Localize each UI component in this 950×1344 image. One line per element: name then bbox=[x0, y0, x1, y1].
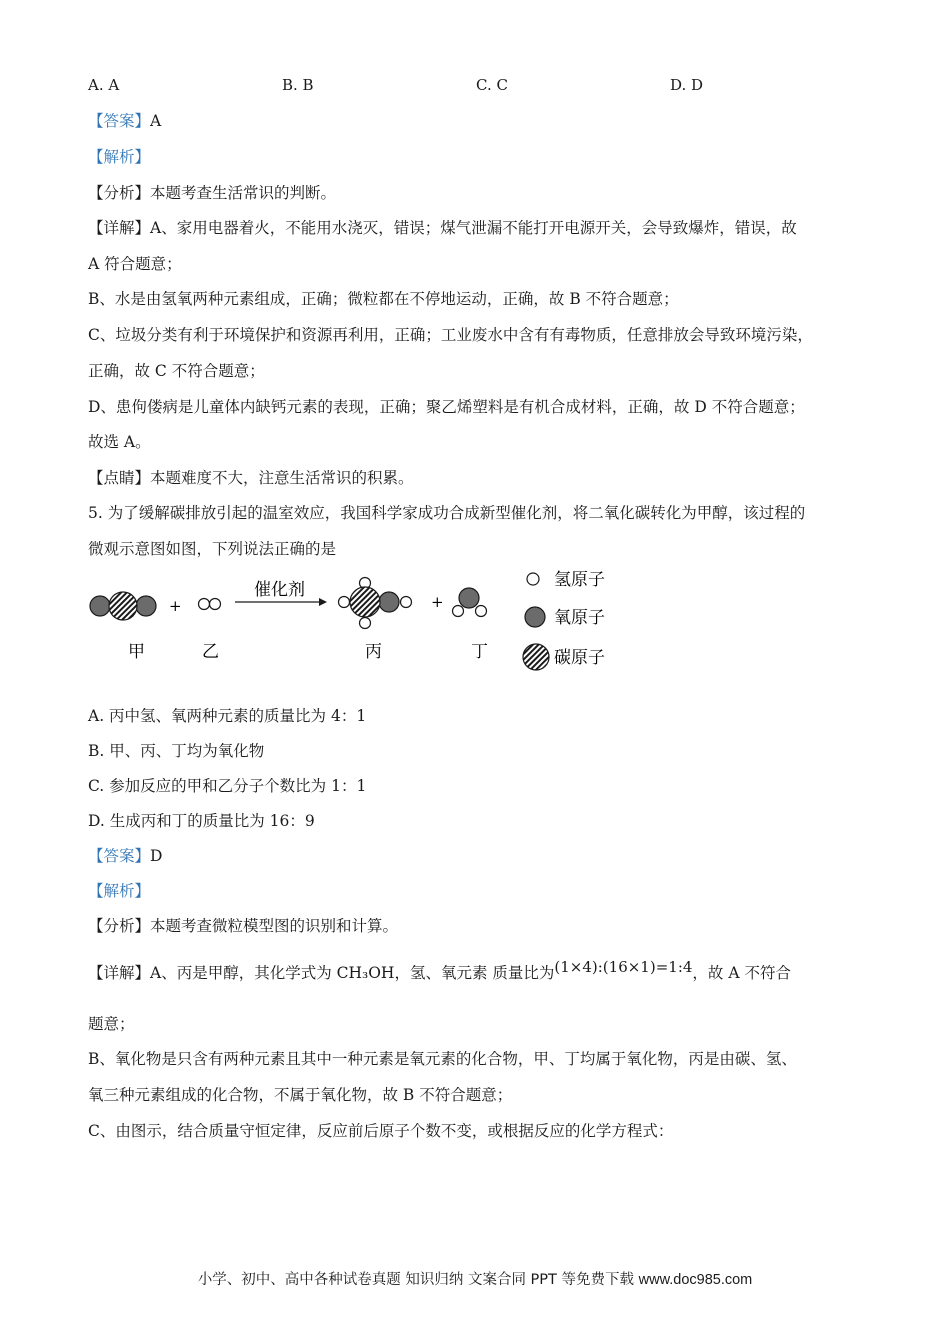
answer-value: D bbox=[150, 847, 163, 865]
q5-analysis-heading bbox=[88, 881, 150, 901]
detail-tag: 【详解】 bbox=[88, 964, 151, 982]
reaction-diagram bbox=[85, 565, 625, 681]
q5-detail-line-1 bbox=[88, 958, 791, 983]
fenxi-tag: 【分析】 bbox=[88, 917, 151, 935]
detail-text: A、丙是甲醇，其化学式为 CH₃OH，氢、氧元素 质量比为 bbox=[150, 964, 555, 982]
detail-text-cont: ，故 A 不符合 bbox=[692, 964, 791, 982]
label-jia: 甲 bbox=[128, 642, 145, 662]
detail-text: A、家用电器着火，不能用水浇灭，错误；煤气泄漏不能打开电源开关，会导致爆炸，错误，故 bbox=[150, 219, 797, 237]
label-bing: 丙 bbox=[365, 642, 382, 662]
hydrogen-atom-icon bbox=[527, 573, 539, 585]
dianjing-text: 本题难度不大，注意生活常识的积累。 bbox=[150, 469, 414, 487]
molecule-bing bbox=[339, 578, 412, 629]
q5-option-d: D. 生成丙和丁的质量比为 16：9 bbox=[88, 812, 315, 830]
legend-hydrogen: 氢原子 bbox=[554, 570, 605, 590]
plus-sign-1: + bbox=[169, 597, 182, 615]
q5-detail-line-3: B、氧化物是只含有两种元素且其中一种元素是氧元素的化合物，甲、丁均属于氧化物，丙是由碳、氢、 bbox=[88, 1050, 797, 1068]
q5-stem-line-1: 5. 为了缓解碳排放引起的温室效应，我国科学家成功合成新型催化剂，将二氧化碳转化为甲醇，该过程的 bbox=[88, 504, 806, 522]
q5-detail-line-2: 题意； bbox=[88, 1015, 135, 1033]
q4-fenxi bbox=[88, 183, 336, 203]
molecule-ding bbox=[453, 588, 487, 617]
q4-detail-line-2: A 符合题意； bbox=[88, 255, 182, 273]
q4-detail-line-5: 正确，故 C 不符合题意； bbox=[88, 362, 265, 380]
answer-tag: 【答案】 bbox=[88, 847, 151, 865]
answer-tag: 【答案】 bbox=[88, 112, 151, 130]
catalyst-label: 催化剂 bbox=[254, 580, 305, 600]
label-ding: 丁 bbox=[471, 642, 488, 662]
carbon-atom-icon bbox=[523, 644, 549, 670]
dianjing-tag: 【点睛】 bbox=[88, 469, 151, 487]
q4-detail-line-6: D、患佝偻病是儿童体内缺钙元素的表现，正确；聚乙烯塑料是有机合成材料，正确，故 D 不符合题意； bbox=[88, 398, 805, 416]
footer-text: 小学、初中、高中各种试卷真题 知识归纳 文案合同 PPT 等免费下载 bbox=[197, 1272, 639, 1288]
molecule-jia bbox=[90, 592, 156, 620]
q5-detail-line-5: C、由图示，结合质量守恒定律，反应前后原子个数不变，或根据反应的化学方程式： bbox=[88, 1122, 674, 1140]
fenxi-tag: 【分析】 bbox=[88, 184, 151, 202]
plus-sign-2: + bbox=[431, 593, 444, 611]
q4-analysis-heading bbox=[88, 147, 150, 167]
legend-oxygen: 氧原子 bbox=[554, 608, 605, 628]
q4-detail-line-3: B、水是由氢氧两种元素组成，正确；微粒都在不停地运动，正确，故 B 不符合题意； bbox=[88, 290, 679, 308]
footer-url[interactable]: www.doc985.com bbox=[638, 1272, 753, 1288]
q4-detail-line-1 bbox=[88, 218, 797, 238]
q4-dianjing bbox=[88, 468, 414, 488]
mass-ratio-formula: (1×4):(16×1)=1:4 bbox=[554, 958, 693, 976]
q4-detail-line-4: C、垃圾分类有利于环境保护和资源再利用，正确；工业废水中含有有毒物质，任意排放会导致环境污染， bbox=[88, 326, 813, 344]
q5-answer bbox=[88, 846, 162, 866]
q4-option-a: A. A bbox=[88, 76, 120, 94]
label-yi: 乙 bbox=[202, 642, 219, 662]
analysis-tag: 【解析】 bbox=[88, 882, 151, 900]
q5-option-b: B. 甲、丙、丁均为氧化物 bbox=[88, 742, 265, 760]
q4-answer bbox=[88, 111, 161, 131]
legend-carbon: 碳原子 bbox=[554, 648, 605, 668]
fenxi-text: 本题考查微粒模型图的识别和计算。 bbox=[150, 917, 399, 935]
molecule-yi bbox=[199, 599, 221, 610]
q4-detail-line-7: 故选 A。 bbox=[88, 433, 151, 451]
q4-option-d: D. D bbox=[670, 76, 704, 94]
q4-option-c: C. C bbox=[476, 76, 508, 94]
answer-value: A bbox=[150, 112, 162, 130]
q5-fenxi bbox=[88, 916, 398, 936]
q5-detail-line-4: 氧三种元素组成的化合物，不属于氧化物，故 B 不符合题意； bbox=[88, 1086, 513, 1104]
oxygen-atom-icon bbox=[525, 607, 545, 627]
analysis-tag: 【解析】 bbox=[88, 148, 151, 166]
page-footer bbox=[0, 1268, 950, 1289]
fenxi-text: 本题考查生活常识的判断。 bbox=[150, 184, 337, 202]
detail-tag: 【详解】 bbox=[88, 219, 151, 237]
q5-stem-line-2: 微观示意图如图，下列说法正确的是 bbox=[88, 540, 337, 558]
q5-option-a: A. 丙中氢、氧两种元素的质量比为 4：1 bbox=[88, 707, 367, 725]
q5-option-c: C. 参加反应的甲和乙分子个数比为 1：1 bbox=[88, 777, 367, 795]
q4-option-b: B. B bbox=[282, 76, 314, 94]
